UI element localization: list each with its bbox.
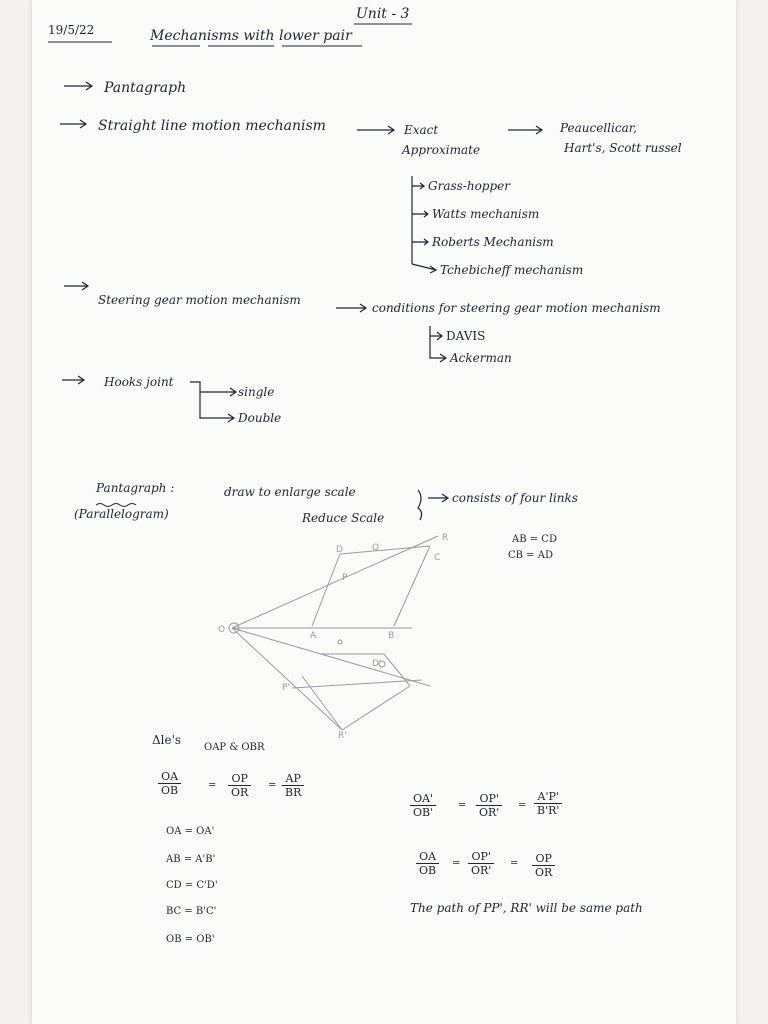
hooks-double: Double [238, 411, 282, 425]
equals-sign: = [518, 800, 527, 811]
equals-sign: = [510, 858, 519, 869]
ratio-term-2: $\frac{OP}{OR}$ [228, 772, 251, 799]
link-eq-2: CB = AD [508, 550, 553, 561]
approx-item-watts: Watts mechanism [432, 207, 540, 221]
outline-pantograph: Pantagraph [104, 80, 187, 96]
approx-item-tchebicheff: Tchebicheff mechanism [440, 263, 584, 277]
hooks-single: single [238, 385, 275, 399]
pantograph-use-reduce: Reduce Scale [302, 511, 385, 525]
pantograph-consists: consists of four links [452, 491, 578, 505]
ratio-mixed-term-1: $\frac{OA}{OB}$ [416, 850, 439, 877]
equality-cd: CD = C'D' [166, 880, 218, 891]
equality-oa: OA = OA' [166, 826, 215, 837]
equals-sign: = [208, 780, 217, 791]
diagram-label-r-prime: R' [338, 731, 347, 741]
diagram-label-o: O [218, 625, 226, 635]
ratio-prime-term-3: $\frac{A'P'}{B'R'}$ [534, 790, 562, 817]
diagram-label-d-prime: D' [372, 659, 382, 669]
page-title: Mechanisms with lower pair [150, 28, 352, 44]
steering-conditions: conditions for steering gear motion mechanism [372, 301, 661, 315]
ratio-prime-term-2: $\frac{OP'}{OR'}$ [476, 792, 502, 819]
outline-exact: Exact [404, 123, 439, 137]
ratio-term-1: $\frac{OA}{OB}$ [158, 770, 181, 797]
pantograph-diagram [32, 0, 736, 1024]
approx-item-roberts: Roberts Mechanism [432, 235, 554, 249]
diagram-label-p-prime: P' [282, 683, 290, 693]
diagram-label-a: A [310, 631, 317, 641]
equality-ab: AB = A'B' [166, 854, 216, 865]
steering-item-ackerman: Ackerman [450, 351, 512, 365]
diagram-label-r: R [442, 533, 449, 543]
link-eq-1: AB = CD [512, 534, 557, 545]
diagram-label-b: B [388, 631, 395, 641]
diagram-label-d: D [336, 545, 343, 555]
date: 19/5/22 [48, 23, 95, 37]
outline-straight-line: Straight line motion mechanism [98, 118, 326, 134]
ratio-prime-term-1: $\frac{OA'}{OB'}$ [410, 792, 436, 819]
triangles-names: OAP & OBR [204, 742, 265, 753]
equals-sign: = [268, 780, 277, 791]
equals-sign: = [452, 858, 461, 869]
notebook-page [32, 0, 736, 1024]
ratio-mixed-term-2: $\frac{OP'}{OR'}$ [468, 850, 494, 877]
outline-approximate: Approximate [402, 143, 481, 157]
equality-ob: OB = OB' [166, 934, 215, 945]
approx-item-grasshopper: Grass-hopper [428, 179, 511, 193]
pantograph-heading: Pantagraph : [96, 481, 175, 495]
exact-examples-1: Peaucellicar, [560, 121, 637, 135]
diagram-label-q: Q [372, 543, 380, 553]
pantograph-use-enlarge: draw to enlarge scale [224, 485, 356, 499]
diagram-label-p: P [342, 573, 348, 583]
ratio-term-3: $\frac{AP}{BR}$ [282, 772, 304, 799]
outline-hooks: Hooks joint [104, 375, 174, 389]
unit-label: Unit - 3 [356, 6, 410, 22]
pantograph-subheading: (Parallelogram) [74, 507, 169, 521]
equality-bc: BC = B'C' [166, 906, 217, 917]
ratio-mixed-term-3: $\frac{OP}{OR}$ [532, 852, 555, 879]
exact-examples-2: Hart's, Scott russel [564, 141, 682, 155]
equals-sign: = [458, 800, 467, 811]
conclusion: The path of PP', RR' will be same path [410, 901, 643, 915]
outline-steering: Steering gear motion mechanism [98, 293, 301, 307]
diagram-label-c: C [434, 553, 441, 563]
steering-item-davis: DAVIS [446, 329, 486, 343]
triangles-label: Δle's [152, 733, 182, 747]
